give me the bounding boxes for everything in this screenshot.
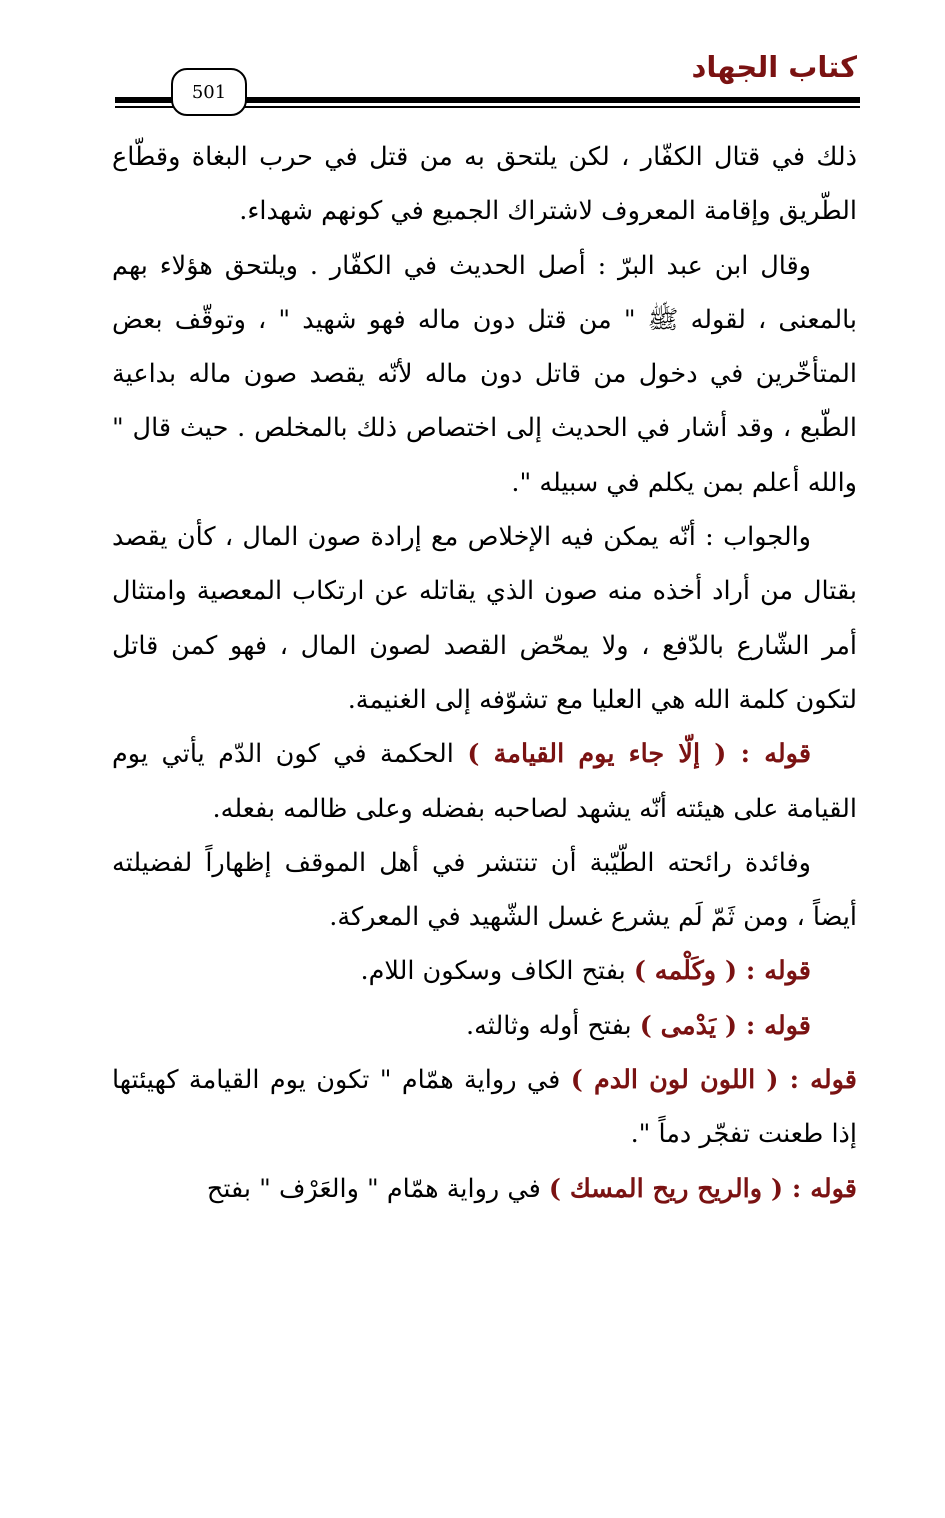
commentary-text: في رواية همّام " والعَرْف " بفتح (206, 1173, 549, 1204)
page-body (112, 130, 857, 1216)
quoted-phrase: قوله : ( إلّا جاء يوم القيامة ) (467, 739, 812, 770)
commentary-text: الحكمة في كون الدّم يأتي يوم القيامة على هيئته أنّه يشهد لصاحبه بفضله وعلى ظالمه بفعله. (112, 739, 857, 824)
paragraph-7 (112, 999, 857, 1053)
paragraph-1: ذلك في قتال الكفّار ، لكن يلتحق به من قتل في حرب البغاة وقطّاع الطّريق وإقامة المعروف لاشتراك الجميع في كونهم شهداء. (112, 142, 857, 227)
paragraph-4 (112, 727, 857, 836)
commentary-text: بفتح أوله وثالثه. (466, 1010, 640, 1041)
paragraph-2: وقال ابن عبد البرّ : أصل الحديث في الكفّار . ويلتحق هؤلاء بهم بالمعنى ، لقوله ﷺ " من قتل دون ماله فهو شهيد " ، وتوقّف بعض المتأخّرين في دخول من قاتل دون ماله لأنّه يقصد صون ماله بداعية الطّبع ، وقد أشار في الحديث إلى اختصاص ذلك بالمخلص . حيث قال " والله أعلم بمن يكلم في سبيله ". (112, 250, 857, 498)
page-header-title: كتاب الجهاد (691, 50, 857, 84)
page-number: 501 (191, 81, 227, 103)
paragraph-6 (112, 944, 857, 998)
paragraph-9 (112, 1162, 857, 1216)
quoted-phrase: قوله : ( يَدْمى ) (639, 1010, 811, 1041)
commentary-text: بفتح الكاف وسكون اللام. (360, 956, 634, 987)
quoted-phrase: قوله : ( والريح ريح المسك ) (548, 1173, 857, 1204)
quoted-phrase: قوله : ( اللون لون الدم ) (570, 1065, 857, 1096)
paragraph-3: والجواب : أنّه يمكن فيه الإخلاص مع إرادة صون المال ، كأن يقصد بقتال من أراد أخذه منه صون الذي يقاتله عن ارتكاب المعصية وامتثال أمر الشّارع بالدّفع ، ولا يمحّض القصد لصون المال ، فهو كمن قاتل لتكون كلمة الله هي العليا مع تشوّفه إلى الغنيمة. (112, 522, 857, 715)
paragraph-5: وفائدة رائحته الطّيّبة أن تنتشر في أهل الموقف إظهاراً لفضيلته أيضاً ، ومن ثَمّ لَم يشرع غسل الشّهيد في المعركة. (112, 847, 857, 933)
page-number-box (171, 68, 247, 116)
commentary-text: في رواية همّام " تكون يوم القيامة كهيئتها إذا طعنت تفجّر دماً ". (112, 1065, 857, 1150)
paragraph-8 (112, 1053, 857, 1162)
quoted-phrase: قوله : ( وكَلْمه ) (633, 956, 811, 987)
